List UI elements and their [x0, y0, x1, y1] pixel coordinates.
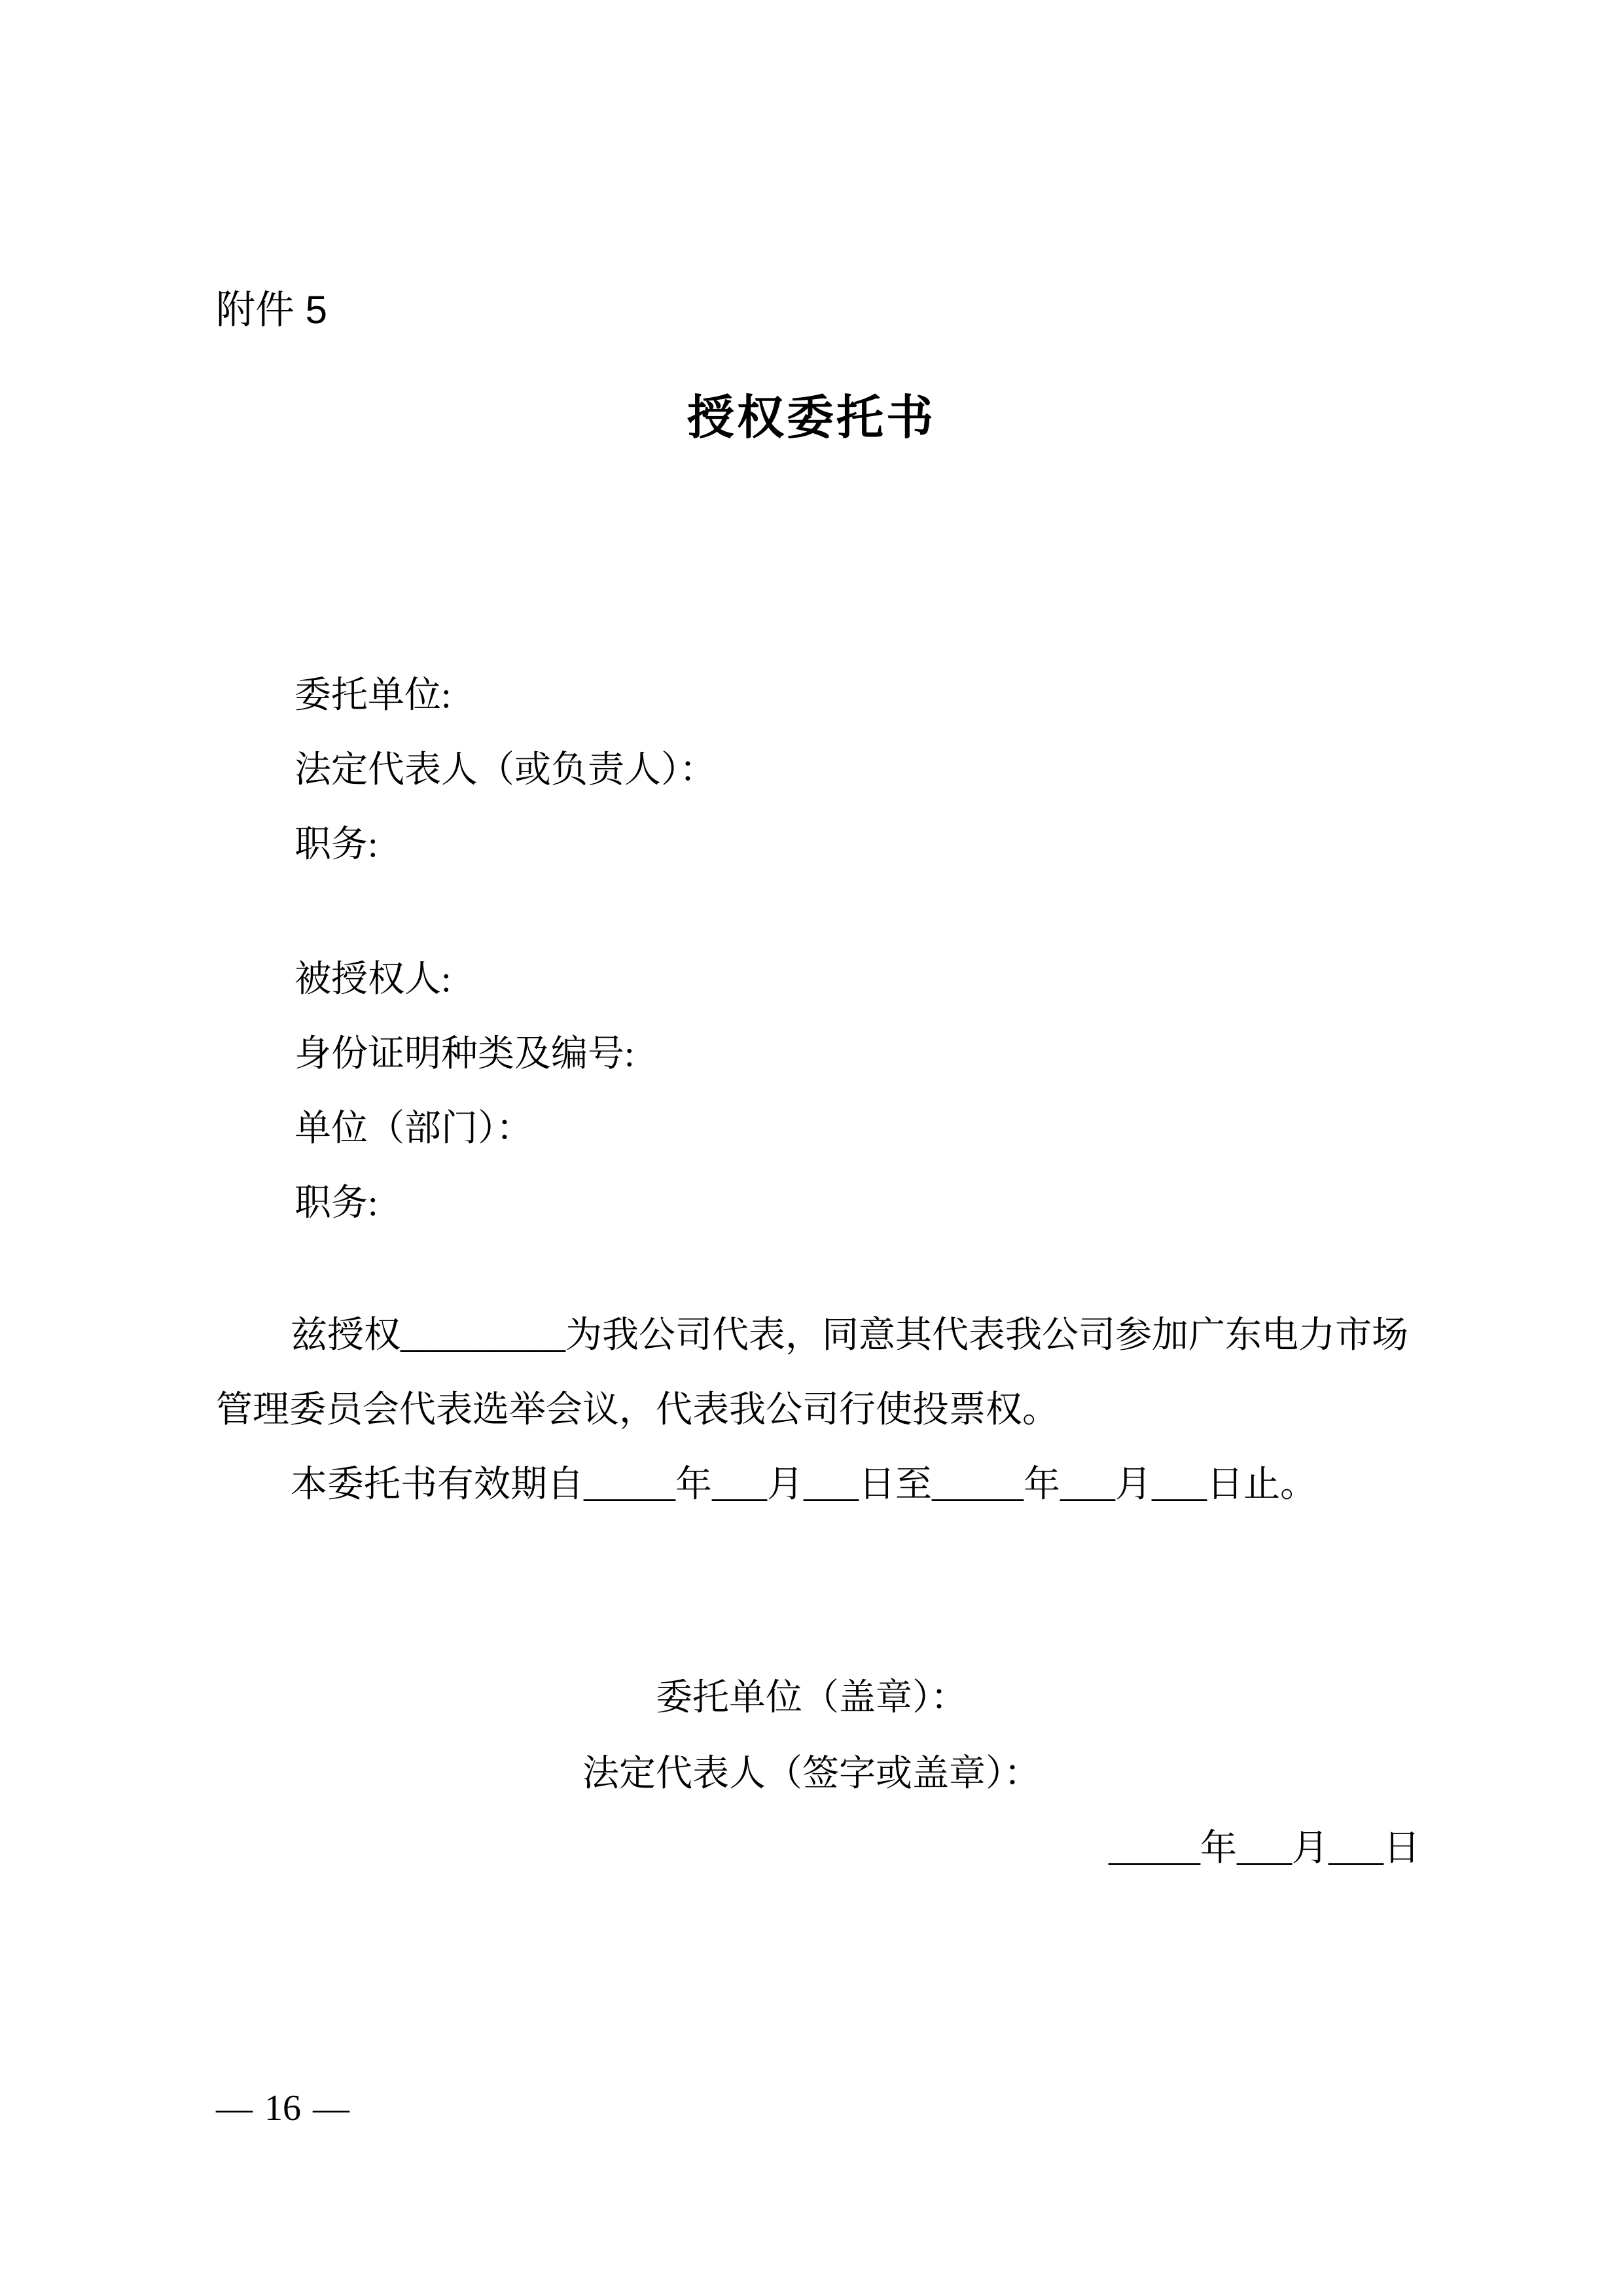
field-agent-position: 职务: — [294, 1183, 378, 1224]
page-number-dash-right: — — [313, 2088, 349, 2128]
page-footer — [216, 2089, 349, 2128]
field-authorized-person: 被授权人: — [294, 959, 452, 1000]
field-unit-department: 单位（部门）： — [294, 1108, 533, 1149]
signature-legal-rep-line: 法定代表人（签字或盖章）： — [582, 1754, 1041, 1794]
field-principal-position: 职务: — [294, 824, 378, 865]
validity-paragraph: 本委托书有效期自_____年___月___日至_____年___月___日止。 — [291, 1464, 1317, 1505]
page-number-dash-left: — — [216, 2088, 253, 2128]
signature-unit-seal-line: 委托单位（盖章）： — [656, 1678, 967, 1718]
authorization-paragraph: 兹授权_________为我公司代表，同意其代表我公司参加广东电力市场管理委员会代表选举会议，代表我公司行使投票权。 — [216, 1315, 1408, 1430]
principal-field-group — [294, 658, 716, 882]
attachment-label: 附件 5 — [216, 288, 328, 332]
field-entrusting-unit: 委托单位: — [294, 675, 452, 716]
page-number-value: 16 — [264, 2088, 301, 2128]
document-title: 授权委托书 — [687, 392, 936, 444]
agent-field-group — [294, 942, 635, 1241]
field-legal-representative: 法定代表人（或负责人）： — [294, 750, 716, 790]
signature-date-line: _____年___月___日 — [1109, 1828, 1420, 1869]
field-id-type-number: 身份证明种类及编号: — [294, 1034, 635, 1074]
